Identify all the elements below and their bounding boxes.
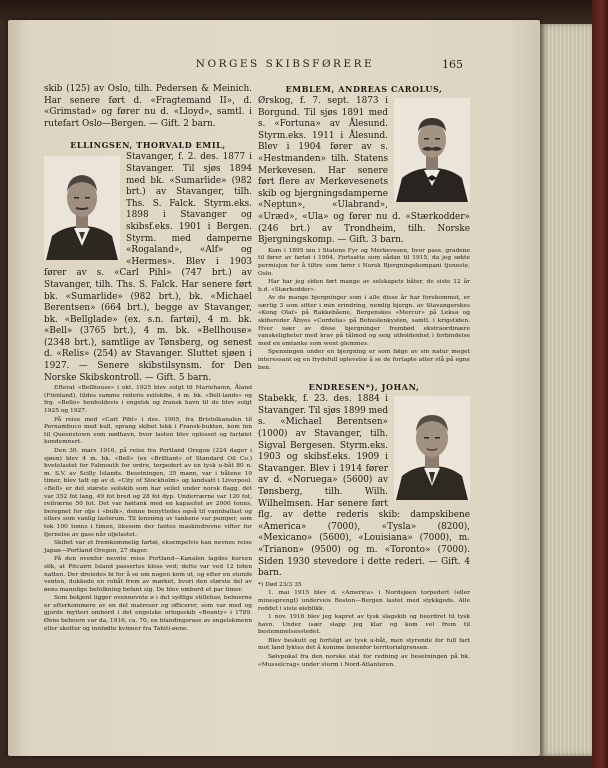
- entry-heading-emblem: EMBLEM, ANDREAS CAROLUS,: [285, 84, 443, 94]
- note-paragraph: 1. mai 1915 blev d. «America» i Nordsjøen torpedert (eller minesprengt) underveis Boston—Bergen lastet med stykkgods. Alle reddet i siste øieblikk.: [258, 590, 470, 612]
- portrait-photo-emblem: [394, 98, 470, 202]
- note-paragraph: Har har jeg siden ført mange av selskapets båter, de siste 12 år b.d. «Stærkodder».: [258, 279, 470, 293]
- book-cover-spine: [592, 0, 608, 768]
- note-paragraph: Skibet var et fremkommelig fartøi, eksempelvis kan nevnes reise Japan—Portland Oregon, 27 dager.: [44, 540, 252, 554]
- entry-body-endresen: Stabekk, f. 23. des. 1884 i Stavanger. Til sjøs 1899 med s. «Michael Berentsen» (1000) av Stavanger, tilh. Sigval Bergesen. Styrm.eks. 1903 og skibsf.eks. 1909 i Stavanger. Blev i 1914 fører av d. «Noruega» (5600) av Tønsberg, tilh. Wilh. Wilhelmsen. Har senere ført flg. av dette rederis skib: dampskibene «America» (7000), «Tysla» (8200), «Mexicano» (5600), «Louisiana» (7000), m. «Trianon» (9500) og m. «Toronto» (7000). Siden 1930 stevedore i dette rederi. — Gift. 4 barn.: [258, 394, 470, 579]
- note-paragraph: Efterat «Bellhouse» i okt. 1925 blev solgt til Mariehamn, Åland (Finnland), tildes samme rederis seilskibe, 4 m. bk. «Bell-lands» og frg. «Bello» henholdsvis i engelsk og fransk havn til de blev solgt 1925 og 1927.: [44, 385, 252, 415]
- note-paragraph: Kom i 1895 inn i Statens Fyr og Merkevesen, hvor pass. gradene til fører av fartøi i 1904. Fortsatte som sådan til 1915, da jeg søkte permisjon for å tiltre som fører i Norsk Bjergningskompani tjeneste, Oslo.: [258, 247, 470, 277]
- left-column: [44, 84, 252, 633]
- book-cover-top: [0, 0, 608, 22]
- page-number: 165: [442, 58, 463, 71]
- note-paragraph: Spenningen under en bjergning er som følge av sin natur meget interessant og en frydefull oplevelse å se de fortapte atter stå på egne ben.: [258, 349, 470, 371]
- page-edges: [540, 24, 592, 756]
- note-paragraph: Som bekjent ligger ovennevnte ø i det sydlige stillehav, beboerne er efterkommere av en del matroser og officerer, som var med og gjorde mytteri ombord i det engelske orlogsskib «Bounty» i 1789. Øens beboere var da, 1916, ca. 70, en blandingsrase av engelskmenn eller skotter og innfødte kvinner fra Tahiti-øene.: [44, 595, 252, 632]
- entry-heading-ellingsen: ELLINGSEN, THORVALD EMIL,: [70, 140, 226, 151]
- entry-body-ellingsen: Stavanger, f. 2. des. 1877 i Stavanger. Til sjøs 1894 med bk. «Sumarlide» (982 brt.) av Stavanger, tilh. Ths. S. Falck. Styrm.eks. 1898 i Stavanger og skibsf.eks. 1901 i Bergen. Styrm. med damperne «Rogaland», «Alf» og «Hermes». Blev i 1903 fører av s. «Carl Pihl» (747 brt.) av Stavanger, tilh. Ths. S. Falck. Har senere ført bk. «Sumarlide» (982 brt.), bk. «Michael Berentsen» (664 brt.), begge av Stavanger, bk. «Bellglade» (ex. s.n. fartøi), 4 m. bk. «Bell» (3765 brt.), 4 m. bk. «Bellhouse» (2348 brt.), samtlige av Tønsberg, og senest d. «Relis» (254) av Stavanger. Sluttet sjøen i 1927. — Senere skibstilsynsm. for Den Norske Skibskontroll. — Gift. 5 barn.: [44, 152, 252, 383]
- note-paragraph: Den 30. mars 1916, på reise fra Portland Oregon (224 dager i sjøen) blev 4 m. bk. «Bell» (ex «Brilliant» of Standard Oil Co.) hvetelastet for Falmouth for ordre, torpedert av en tysk u-båt 80 n. m. S.V. av Scilly Islands. Besetningen, 35 mann, var i båtene 19 timer, blev tatt op av d. «City of Stockholm» og landsatt i Liverpool. «Bell» er det største seilskib som har seilet under norsk flagg, det var 352 fot lang, 49 fot bred og 28 fot dyp. Underrærne var 120 fot, reilrærne 50 fot. Det var høitank med en kapasitet av 2000 tonns, beregnet for olje i «bulk», denne benyttedes også til vannballast og ellers som vanlig lasterum. Til lensning av tankene var pumper, som tok 100 tonns i timen, likesom der fantes maskindrevne vifter for fjernelse av gass når oljelastet.: [44, 448, 252, 538]
- note-paragraph: Av de mange bjergninger som i alle disse år har forekommet, er særlig 3 som sitter i min erindring, nemlig bjergn. av Stavangerskes «Kong Olaf» på Rakkebåene, Bergenskes «Mercur» på Leksa og skibsreder Åbyes «Cordelia» på Bohuslenkysten, samtl. i krigstiden. Hver især av disse bjergninger frembød ekstraordinære vanskeligheter med krav på tålmod og seig utholdenhet i forbindelse med en omtanke som went glemmes.: [258, 295, 470, 347]
- note-paragraph: På den ovenfor nevnte reise Portland—Kanalen lagdes kursen slik, at Pitcairn Island passertes kloss ved; dette var ved 12 tiden natten. Der dreiedes bi for å se om nogen kom ut, og efter en stunds venten, dukkede en robåt frem av mørket, hvori den største del av øens mannlige befolkning befant sig. De blev ombord et par timer.: [44, 556, 252, 593]
- note-paragraph: Sølvpokal fra den norske stat for redning av besetningen på bk. «Musselcrag» under storm i Nord-Atlanteren.: [258, 654, 470, 668]
- portrait-endresen-drawing: [394, 396, 470, 500]
- note-paragraph: 1 nov. 1916 blev jeg kapret av tysk slagskib og beordret til tysk havn. Under især slapp jeg klar og kom vel frem til bestemmelsesstedet.: [258, 614, 470, 636]
- portrait-photo-ellingsen: [44, 156, 120, 260]
- portrait-photo-endresen: [394, 396, 470, 500]
- portrait-emblem-drawing: [394, 98, 470, 202]
- note-paragraph: Blev beskutt og forfulgt av tysk u-båt, men styrende for full fart mot land lyktes det å komme innenfor territorialgrensen.: [258, 637, 470, 652]
- entry-heading-endresen: ENDRESEN*), JOHAN,: [308, 382, 420, 393]
- footnote-death-date: *) Død 23/3 35: [258, 581, 302, 588]
- note-paragraph: På reise med «Carl Pihl» i des. 1905, fra Bristolkanalen til Pernambuco med kull, sprang skibet lekk i Fransk-bukten, kom inn til Queenstown som nødhavn, hvor lasten blev oplosset og fartøiet kondemnert.: [44, 416, 252, 446]
- right-column: [258, 84, 470, 669]
- portrait-ellingsen-drawing: [44, 156, 120, 260]
- entry-body-emblem: Ørskog, f. 7. sept. 1873 i Borgund. Til sjøs 1891 med s. «Fortuna» av Ålesund. Styrm.eks. 1911 i Ålesund. Blev i 1904 fører av s. «Hestmanden» tilh. Statens Merkevesen. Har senere ført flere av Merkevesenets skib og bjergningsdamperne «Neptun», «Ulabrand», «Uræd», «Ula» og fører nu d. «Stærkodder» (246 brt.) av Trondheim, tilh. Norske Bjergningskomp. — Gift. 3 barn.: [258, 96, 470, 246]
- running-title: NORGES SKIBSFØRERE: [195, 58, 375, 70]
- continuation-paragraph: skib (125) av Oslo, tilh. Pedersen & Meinich. Har senere ført d. «Fragtemand II», d. «Grimstad» og fører nu d. «Lloyd», samtl. i rutefart Oslo—Bergen. — Gift. 2 barn.: [44, 84, 252, 129]
